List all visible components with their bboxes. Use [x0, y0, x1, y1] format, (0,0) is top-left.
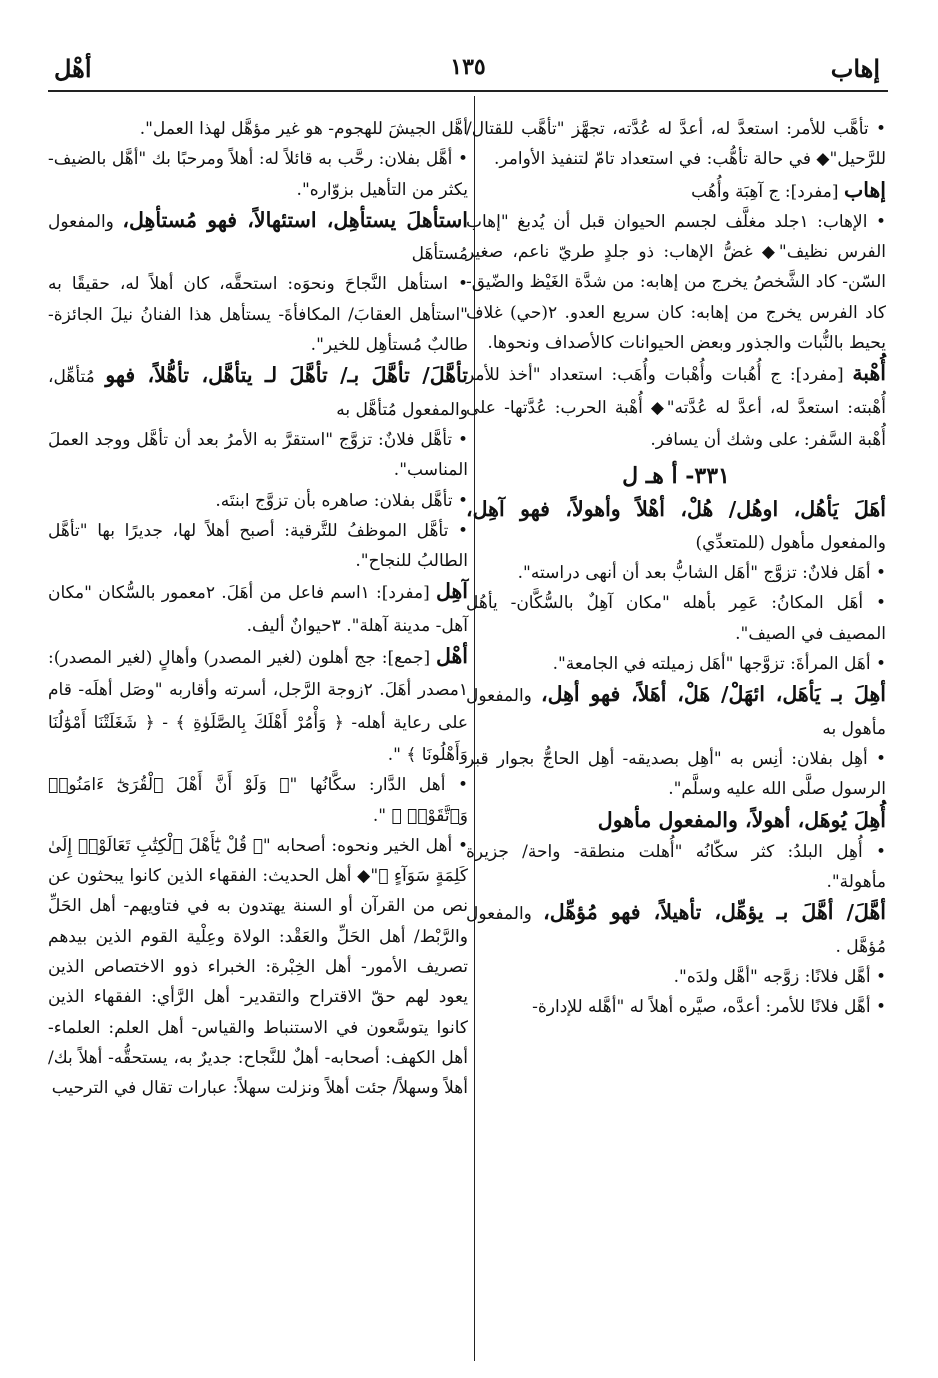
headword: أُهِلَ يُوهَل، أهولاً، والمفعول مأهول: [597, 807, 886, 832]
definition-paragraph: • أُهِل البلدُ: كثر سكّانُه "أُهلت منطقة- واحة/ جزيرة مأهولة".: [466, 841, 886, 893]
headword-definition: [مفرد]: ج آهِبَة وأُهُب: [691, 181, 844, 202]
definition-paragraph: • الإهاب: ١جلد مغلَّف لجسم الحيوان قبل أن يُدبغ "إهاب الفرس نظيف"◆ غضُّ الإهاب: ذو جلدٍ طريّ ناعم، صغير السّن- كاد الشَّخصُ يخرج من إهابه: من شدَّة الغَيْظ والضّيق- كاد الفرس يخرج من إهابه: كان سريع العدو. ٢(حي) غلاف يحيط بالنُّبات والجذور وبعض الحيوانات كالأصداف ونحوها.: [466, 211, 886, 354]
definition-paragraph: • أهَّل بفلان: رحَّب به قائلاً له: أهلاً ومرحبًا بك "أهَّل بالضيف- يكثر من التأهيل بزوّاره".: [48, 149, 468, 200]
headword-entry: [48, 360, 468, 425]
headword-definition: [مفرد]: ١اسم فاعل من أهَلَ. ٢معمور بالسُّكان "مكان آهل- مدينة آهلة". ٣حيوانٌ أليف.: [48, 583, 468, 636]
right-guide-word: إهاب: [830, 54, 880, 83]
definition-paragraph: • تأهَّب للأمر: استعدَّ له، أعدَّ له عُدَّته، تجهَّز "تأهَّب للقتال/ للرَّحيل"◆ في حالة تأهُّب: في استعداد تامّ لتنفيذ الأوامر.: [466, 119, 886, 170]
definition-paragraph: أهَّل الجيشَ للهجوم- هو غير مؤهَّل لهذا العمل".: [139, 119, 468, 139]
definition-paragraph: • أهَّل فلانًا: زوَّجه "أهَّل ولدَه".: [673, 967, 886, 988]
root-section-title: ٣٣١- أ هـ ل: [622, 463, 730, 490]
headword-entry: [48, 205, 468, 270]
headword-entry: [466, 679, 886, 744]
headword: أهَّلَ/ أهَّلَ بـ يؤهِّل، تأهيلاً، فهو مُؤهِّل،: [543, 900, 886, 925]
definition-paragraph: • تأهَّل الموظفُ للتَّرقية: أصبح أهلاً لها، جديرًا بها "تأهَّل الطالبُ للنجاح".: [48, 520, 468, 572]
definition-paragraph: • أهَل المرأةَ: تزوَّجها "أهَل زميلته في الجامعة".: [552, 654, 886, 675]
headword: أهْل: [435, 644, 468, 669]
definition-paragraph: • أهل الدَّار: سكَّانُها "﴿ وَلَوْ أَنَّ أَهْلَ ٱلْقُرَىٰٓ ءَامَنُوا۟ وَٱتَّقَوْا۟ ﴾ ".: [48, 775, 468, 826]
headword-entry: [48, 576, 468, 641]
headword-definition: والمفعول مُؤهَّل .: [466, 904, 886, 957]
left-column: [48, 114, 468, 1104]
headword: إهاب: [843, 177, 886, 202]
definition-paragraph: • تأهَّل فلانٌ: تزوَّج "استقرَّ به الأمرُ بعد أن تأهَّل ووجد العملَ المناسب".: [48, 429, 468, 481]
headword: استأهلَ يستأهِل، استئهالاً، فهو مُستأهِل،: [122, 207, 469, 232]
definition-paragraph: • أهَل فلانٌ: تزوَّج "أهَل الشابُّ بعد أن أنهى دراسته".: [517, 563, 886, 584]
definition-paragraph: • أهل الخير ونحوه: أصحابه "﴿ قُلْ يَٰٓأَهْلَ ٱلْكِتَٰبِ تَعَالَوْا۟ إِلَىٰ كَلِمَةٍ سَوَآءٍ ﴾"◆ أهل الحديث: الفقهاء الذين كانوا يبحثون عن نص من القرآن أو السنة يهتدون به في فتاويهم- أهل الحَلِّ والرَّبْط/ أهل الحَلِّ والعَقْد: الولاة وعِلْية القوم الذين بيدهم تصريف الأمور- أهل الخِبْرة: الخبراء ذوو الاختصاص الذين يعود لهم حقّ الاقتراح والتقدير- أهل الرَّأي: الفقهاء الذين كانوا يتوسَّعون في الاستنباط والقياس- أهل العلم: العلماء- أهل الكهف: أصحابه- أهلٌ للنَّجاح: جديرٌ به، يستحقُّه- أهلاً بك/ أهلاً وسهلاً/ جئت أهلاً ونزلت سهلاً: عبارات تقال في الترحيب: [48, 835, 468, 1099]
headword-definition: [مفرد]: ج أُهُبات وأُهْبات وأُهَب: استعداد "أخذ للأمر أُهْبته: استعدَّ له، أعدَّ له عُدَّته"◆ أُهْبة الحرب: عُدَّتها- على أُهْبة السَّفر: على وشك أن يسافر.: [466, 365, 886, 450]
headword-definition: [جمع]: جج أهلون (لغير المصدر) وأهالٍ (لغير المصدر): ١مصدر أهَلَ. ٢زوجة الرَّجل، أسرته وأقاربه "وصَل أهلَه- قام على رعاية أهله- ﴿ وَأْمُرْ أَهْلَكَ بِالصَّلَوٰةِ ﴾ - ﴿ شَغَلَتْنَا أَمْوَٰلُنَا وَأَهْلُونَا ﴾ ".: [48, 648, 468, 765]
definition-paragraph: • استأهل النَّجاحَ ونحوَه: استحقَّه، كان أهلاً له، حقيقًا به "استأهل العقابَ/ المكافأةَ- يستأهل هذا الفنانُ نيلَ الجائزة- طالبٌ مُستأهِل للخير".: [48, 274, 469, 356]
page-number: ١٣٥: [450, 54, 486, 80]
headword-definition: مُتأهِّل، والمفعول مُتأهَّل به: [48, 367, 468, 420]
headword: تأهَّلَ/ تأهَّلَ بـ/ تأهَّلَ لـ يتأهَّل، تأهُّلاً، فهو: [105, 363, 468, 388]
headword-entry: [466, 897, 886, 962]
headword-entry: [466, 358, 886, 455]
definition-paragraph: • أهَّل فلانًا للأمر: أعدَّه، صيَّره أهلاً له "أهَّله للإدارة-: [532, 997, 886, 1018]
headword-definition: والمفعول مُستأهَل: [48, 211, 468, 265]
right-column: [466, 114, 886, 1023]
definition-paragraph: • أهَل المكانُ: عَمِر بأهله "مكان آهِلٌ بالسُّكَّان- يأهُل المصيف في الصيف".: [466, 593, 886, 644]
page-header: [48, 50, 888, 92]
headword-definition: والمفعول مأهول (للمتعدِّي): [695, 532, 886, 553]
definition-paragraph: • أهِل بفلان: أنِس به "أهِل بصديقه- أهِل الحاجُّ بجوار قبر الرسول صلَّى الله عليه وسلَّم".: [466, 748, 886, 800]
left-guide-word: أهْل: [54, 54, 92, 83]
headword: أُهْبة: [852, 361, 886, 386]
headword: أهَلَ يَأهُل، اوهُل/ هُلْ، أهْلاً وأهولاً، فهو آهِل،: [466, 496, 886, 521]
definition-paragraph: • تأهَّل بفلان: صاهره بأن تزوَّج ابنتَه.: [215, 490, 468, 511]
headword-definition: والمفعول مأهول به: [466, 686, 886, 739]
headword-entry: [466, 805, 886, 837]
headword-entry: [466, 175, 886, 207]
headword-entry: [466, 494, 886, 559]
headword-entry: [48, 641, 468, 770]
headword: أهِلَ بـ يَأهَل، ائهَلْ/ هَلْ، أهَلاً، فهو أهِل،: [540, 682, 887, 707]
headword: آهِل: [435, 579, 468, 604]
